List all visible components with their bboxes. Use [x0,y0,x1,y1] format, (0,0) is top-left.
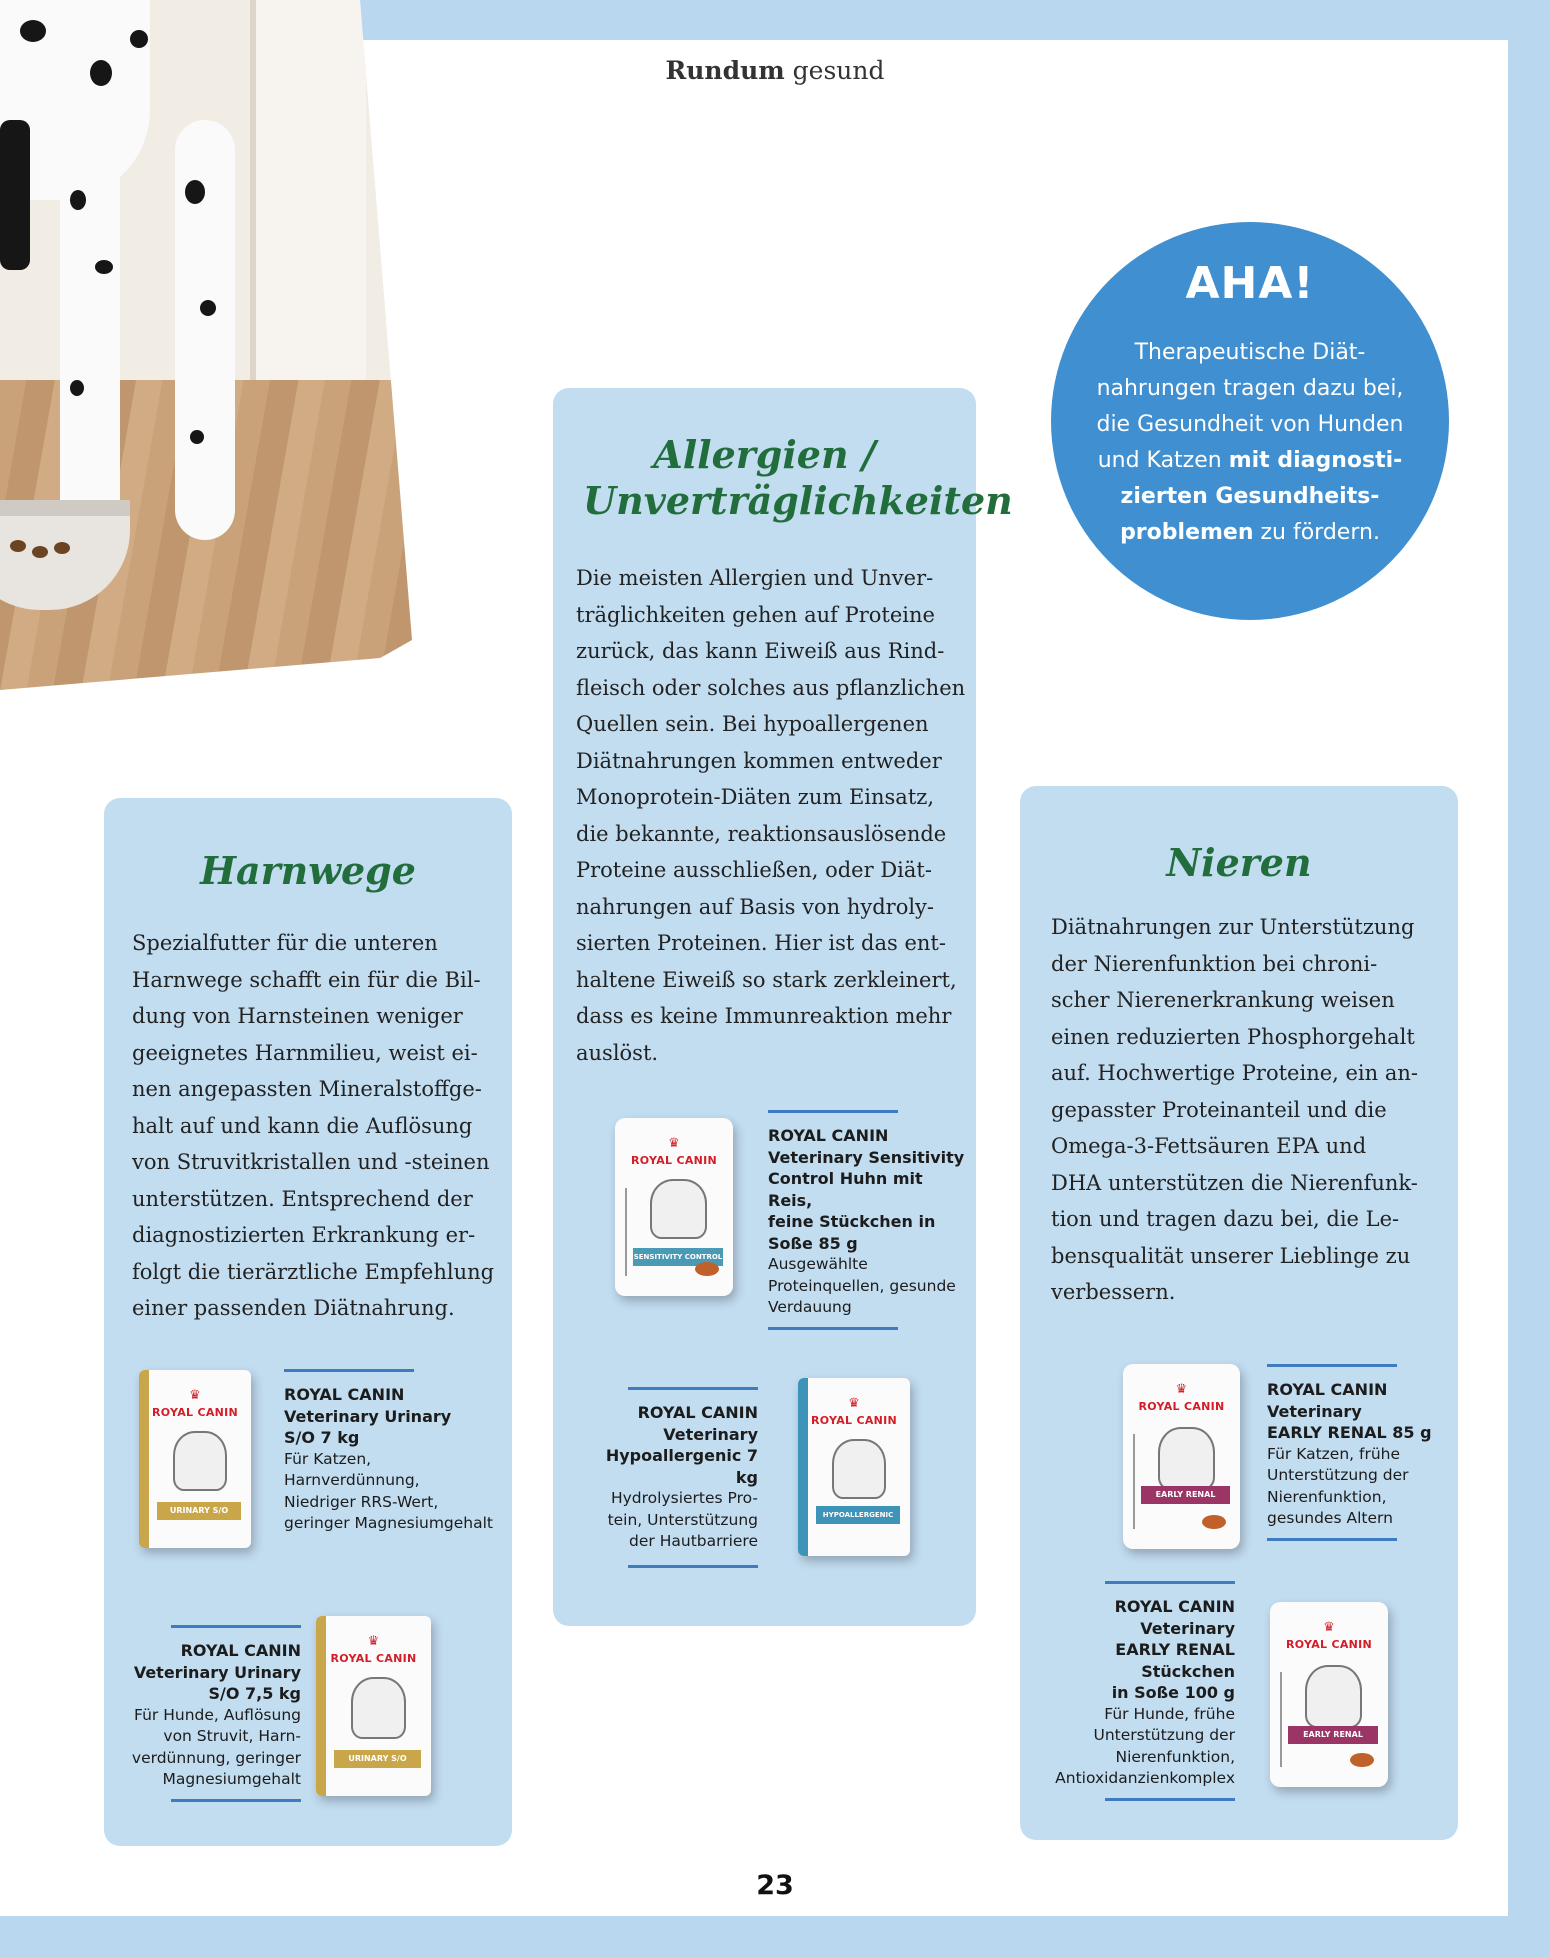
divider [768,1327,898,1330]
divider [1105,1798,1235,1801]
pack-brand: ROYAL CANIN [810,1414,898,1427]
divider [171,1799,301,1802]
product-name: ROYAL CANIN Veterinary Urinary S/O 7,5 kg [133,1641,301,1703]
card-kidneys-title: Nieren [1166,840,1312,885]
product-renal-dog [1050,1581,1235,1801]
crown-icon: ♛ [189,1388,201,1403]
dog-icon [1305,1665,1362,1728]
running-head [600,56,950,85]
crown-icon: ♛ [1175,1382,1188,1397]
product-pack-urinary-dog [316,1616,431,1796]
page-number: 23 [756,1870,794,1901]
product-desc: Für Hunde, Auflösung von Struvit, Harn- verdünnung, geringer Magnesiumgehalt [131,1705,301,1788]
aha-title: AHA! [1185,258,1315,309]
divider [171,1625,301,1628]
pack-brand: ROYAL CANIN [1285,1638,1373,1651]
dalmatian-photo [0,0,412,690]
crown-icon: ♛ [1323,1620,1335,1635]
product-name: ROYAL CANIN Veterinary Hypoallergenic 7 kg [605,1403,758,1487]
product-pack-urinary-cat [139,1370,251,1548]
divider [284,1369,414,1372]
product-pack-hypoallergenic [798,1378,910,1556]
card-allergies-title: Allergien / Unverträglichkeiten [583,432,1013,523]
divider [1105,1581,1235,1584]
product-name: ROYAL CANIN Veterinary EARLY RENAL 85 g [1267,1380,1432,1442]
card-allergies [553,388,1013,1626]
product-pack-renal-cat [1123,1364,1240,1549]
divider [628,1565,758,1568]
pack-brand: ROYAL CANIN [330,1652,417,1665]
product-desc: Hydrolysiertes Pro- tein, Unterstützung der Hautbarriere [607,1489,758,1550]
product-name: ROYAL CANIN Veterinary EARLY RENAL Stückchen in Soße 100 g [1111,1597,1235,1702]
aha-text-bold: mit diagnosti-zierten Gesundheits-problemen [1120,448,1403,545]
product-urinary-cat [284,1369,509,1535]
product-renal-cat [1267,1364,1452,1541]
product-desc: Für Katzen, Harnverdünnung, Niedriger RRS-Wert, geringer Magnesiumgehalt [284,1449,494,1532]
crown-icon: ♛ [668,1136,680,1151]
pack-band: SENSITIVITY CONTROL [633,1248,723,1266]
product-name: ROYAL CANIN Veterinary Sensitivity Control Huhn mit Reis, feine Stückchen in Soße 85 g [768,1126,965,1253]
aha-text-end: zu fördern. [1253,520,1380,545]
product-desc: Für Hunde, frühe Unterstützung der Nierenfunktion, Antioxidanzienkomplex [1055,1704,1235,1787]
product-desc: Für Katzen, frühe Unterstützung der Nierenfunktion, gesundes Altern [1267,1444,1409,1527]
dog-icon [351,1677,407,1739]
card-urinary-body: Spezialfutter für die unteren Harnwege schafft ein für die Bil- dung von Harnsteinen weniger geeignetes Harnmilieu, weist ei- nen angepassten Mineralstoffge- halt auf und kann die Auflösung von Struvitkristallen und -steinen unterstützen. Entsprechend der diagnostizierten Erkrankung er- folgt die tierärztliche Empfehlung einer passenden Diätnahrung. [132,931,495,1320]
pack-band: URINARY S/O [157,1502,241,1520]
product-name: ROYAL CANIN Veterinary Urinary S/O 7 kg [284,1385,452,1447]
product-sensitivity [768,1110,968,1330]
divider [768,1110,898,1113]
pack-brand: ROYAL CANIN [151,1406,239,1419]
card-urinary-title: Harnwege [200,848,416,893]
product-pack-sensitivity [615,1118,733,1296]
cat-icon [173,1431,227,1492]
cat-icon [1158,1427,1215,1490]
card-kidneys [1020,786,1458,1840]
card-kidneys-body: Diätnahrungen zur Unterstützung der Nierenfunktion bei chroni- scher Nierenerkrankung weisen einen reduzierten Phosphorgehalt auf. Hochwertige Proteine, ein an- gepasster Proteinanteil und die Omega-3-Fettsäuren EPA und DHA unterstützen die Nierenfunk- tion und tragen dazu bei, die Le- bensqualität unserer Lieblinge zu verbessern. [1051,915,1418,1304]
cat-icon [650,1179,707,1240]
pack-band: URINARY S/O [334,1750,421,1768]
aha-callout [1051,222,1449,620]
pack-brand: ROYAL CANIN [630,1154,718,1167]
card-urinary [104,798,512,1846]
running-head-regular: gesund [792,56,885,85]
pack-band: HYPOALLERGENIC [816,1506,900,1524]
product-urinary-dog [119,1625,301,1802]
crown-icon: ♛ [848,1396,860,1411]
crown-icon: ♛ [367,1634,380,1649]
divider [1267,1538,1397,1541]
pack-band: EARLY RENAL [1141,1486,1230,1504]
divider [1267,1364,1397,1367]
pack-brand: ROYAL CANIN [1138,1400,1225,1413]
divider [628,1387,758,1390]
aha-text-plain: Therapeutische Diät-nahrungen tragen dazu bei, die Gesundheit von Hunden und Katzen [1096,340,1404,473]
product-desc: Ausgewählte Proteinquellen, gesunde Verdauung [768,1255,956,1316]
product-pack-renal-dog [1270,1602,1388,1787]
dog-icon [832,1439,886,1500]
product-hypoallergenic [593,1387,758,1568]
aha-text [1091,335,1409,551]
running-head-bold: Rundum [665,56,785,85]
pack-band: EARLY RENAL [1288,1726,1378,1744]
card-allergies-body: Die meisten Allergien und Unver- träglichkeiten gehen auf Proteine zurück, das kann Eiweiß aus Rind- fleisch oder solches aus pflanzlichen Quellen sein. Bei hypoallergenen Diätnahrungen kommen entweder Monoprotein-Diäten zum Einsatz, die bekannte, reaktionsauslösende Proteine ausschließen, oder Diät- nahrungen auf Basis von hydroly- sierten Proteinen. Hier ist das ent- haltene Eiweiß so stark zerkleinert, dass es keine Immunreaktion mehr auslöst. [576,566,966,1065]
